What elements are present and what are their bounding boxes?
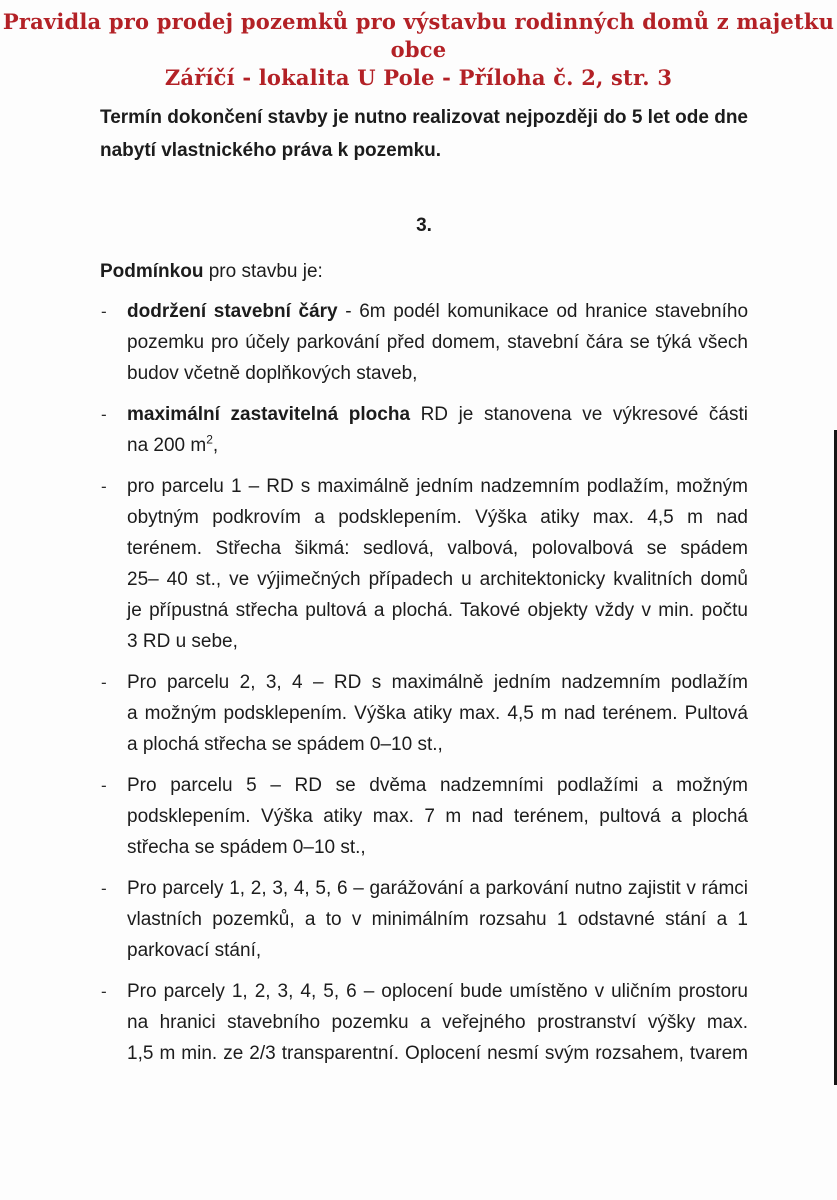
- text-segment: ,: [212, 435, 219, 456]
- bullet-marker: -: [101, 879, 107, 898]
- bullet-marker: -: [101, 673, 107, 692]
- text-line: [127, 1038, 748, 1069]
- text-segment: budov včetně doplňkových staveb,: [127, 363, 418, 384]
- text-segment: 1,5 m min. ze 2/3 transparentní. Oplocení nesmí svým rozsahem, tvarem: [127, 1043, 748, 1064]
- text-line: [127, 502, 748, 533]
- text-segment: pozemku pro účely parkování před domem, stavební čára se týká všech: [127, 332, 748, 353]
- text-segment: pro stavbu je:: [203, 261, 323, 282]
- text-segment: dodržení stavební čáry: [127, 301, 338, 322]
- text-line: [127, 729, 748, 760]
- text-line: [127, 935, 748, 966]
- text-segment: parkovací stání,: [127, 940, 262, 961]
- text-line: [127, 564, 748, 595]
- text-line: [127, 399, 748, 430]
- text-segment: Pro parcelu 2, 3, 4 – RD s maximálně jedním nadzemním podlažím: [127, 672, 748, 693]
- text-line: [127, 904, 748, 935]
- text-line: [127, 698, 748, 729]
- text-segment: 3 RD u sebe,: [127, 631, 238, 652]
- bullet-marker: -: [101, 982, 107, 1001]
- bullet-marker: -: [101, 776, 107, 795]
- text-segment: vlastních pozemků, a to v minimálním rozsahu 1 odstavné stání a 1: [127, 909, 748, 930]
- text-segment: Pro parcely 1, 2, 3, 4, 5, 6 – garážování a parkování nutno zajistit v rámci: [127, 878, 748, 899]
- conditions-bullet-list: [100, 296, 748, 1079]
- bullet-item: [100, 976, 748, 1069]
- text-line: [100, 101, 748, 134]
- text-segment: na 200 m: [127, 435, 207, 456]
- text-line: [127, 667, 748, 698]
- text-segment: a možným podsklepením. Výška atiky max. 4,5 m nad terénem. Pultová: [127, 703, 748, 724]
- text-line: [127, 358, 748, 389]
- bullet-item: [100, 399, 748, 461]
- text-line: [127, 296, 748, 327]
- text-line: [127, 873, 748, 904]
- text-line: [127, 801, 748, 832]
- conditions-heading: [100, 256, 748, 287]
- bullet-item: [100, 770, 748, 863]
- text-segment: nabytí vlastnického práva k pozemku.: [100, 140, 442, 161]
- intro-paragraph: [100, 101, 748, 167]
- text-line: [127, 976, 748, 1007]
- document-title-line-2: Záříčí - lokalita U Pole - Příloha č. 2, str. 3: [164, 65, 673, 90]
- text-segment: Podmínkou: [100, 261, 204, 282]
- text-line: [127, 1007, 748, 1038]
- text-line: [127, 471, 748, 502]
- text-segment: podsklepením. Výška atiky max. 7 m nad terénem, pultová a plochá: [127, 806, 748, 827]
- text-segment: 25– 40 st., ve výjimečných případech u architektonicky kvalitních domů: [127, 569, 748, 590]
- text-line: [127, 533, 748, 564]
- text-line: [127, 832, 748, 863]
- bullet-item: [100, 296, 748, 389]
- text-segment: Pro parcely 1, 2, 3, 4, 5, 6 – oplocení bude umístěno v uličním prostoru: [127, 981, 748, 1002]
- text-segment: pro parcelu 1 – RD s maximálně jedním nadzemním podlažím, možným: [127, 476, 748, 497]
- text-line: [127, 770, 748, 801]
- text-line: [127, 626, 748, 657]
- text-segment: maximální zastavitelná plocha: [127, 404, 411, 425]
- bullet-item: [100, 471, 748, 657]
- bullet-marker: -: [101, 302, 107, 321]
- text-segment: Termín dokončení stavby je nutno realizovat nejpozději do 5 let ode dne: [100, 107, 748, 128]
- text-segment: je přípustná střecha pultová a plochá. Takové objekty vždy v min. počtu: [127, 600, 748, 621]
- bullet-marker: -: [101, 477, 107, 496]
- text-segment: - 6m podél komunikace od hranice stavebního: [337, 301, 749, 322]
- text-segment: a plochá střecha se spádem 0–10 st.,: [127, 734, 443, 755]
- text-line: [100, 134, 748, 167]
- bullet-item: [100, 667, 748, 760]
- text-line: [127, 327, 748, 358]
- bullet-marker: -: [101, 405, 107, 424]
- text-segment: střecha se spádem 0–10 st.,: [127, 837, 366, 858]
- text-segment: na hranici stavebního pozemku a veřejného prostranství výšky max.: [127, 1012, 748, 1033]
- text-segment: 2: [206, 432, 213, 447]
- document-title-line-1: Pravidla pro prodej pozemků pro výstavbu rodinných domů z majetku obce: [2, 9, 835, 62]
- text-line: [127, 430, 748, 461]
- document-title: [0, 8, 837, 92]
- text-segment: terénem. Střecha šikmá: sedlová, valbová, polovalbová se spádem: [127, 538, 748, 559]
- text-line: [127, 595, 748, 626]
- text-segment: Pro parcelu 5 – RD se dvěma nadzemními podlažími a možným: [127, 775, 748, 796]
- text-segment: RD je stanovena ve výkresové části: [410, 404, 748, 425]
- bullet-item: [100, 873, 748, 966]
- section-number: 3.: [416, 215, 432, 236]
- text-segment: obytným podkrovím a podsklepením. Výška atiky max. 4,5 m nad: [127, 507, 748, 528]
